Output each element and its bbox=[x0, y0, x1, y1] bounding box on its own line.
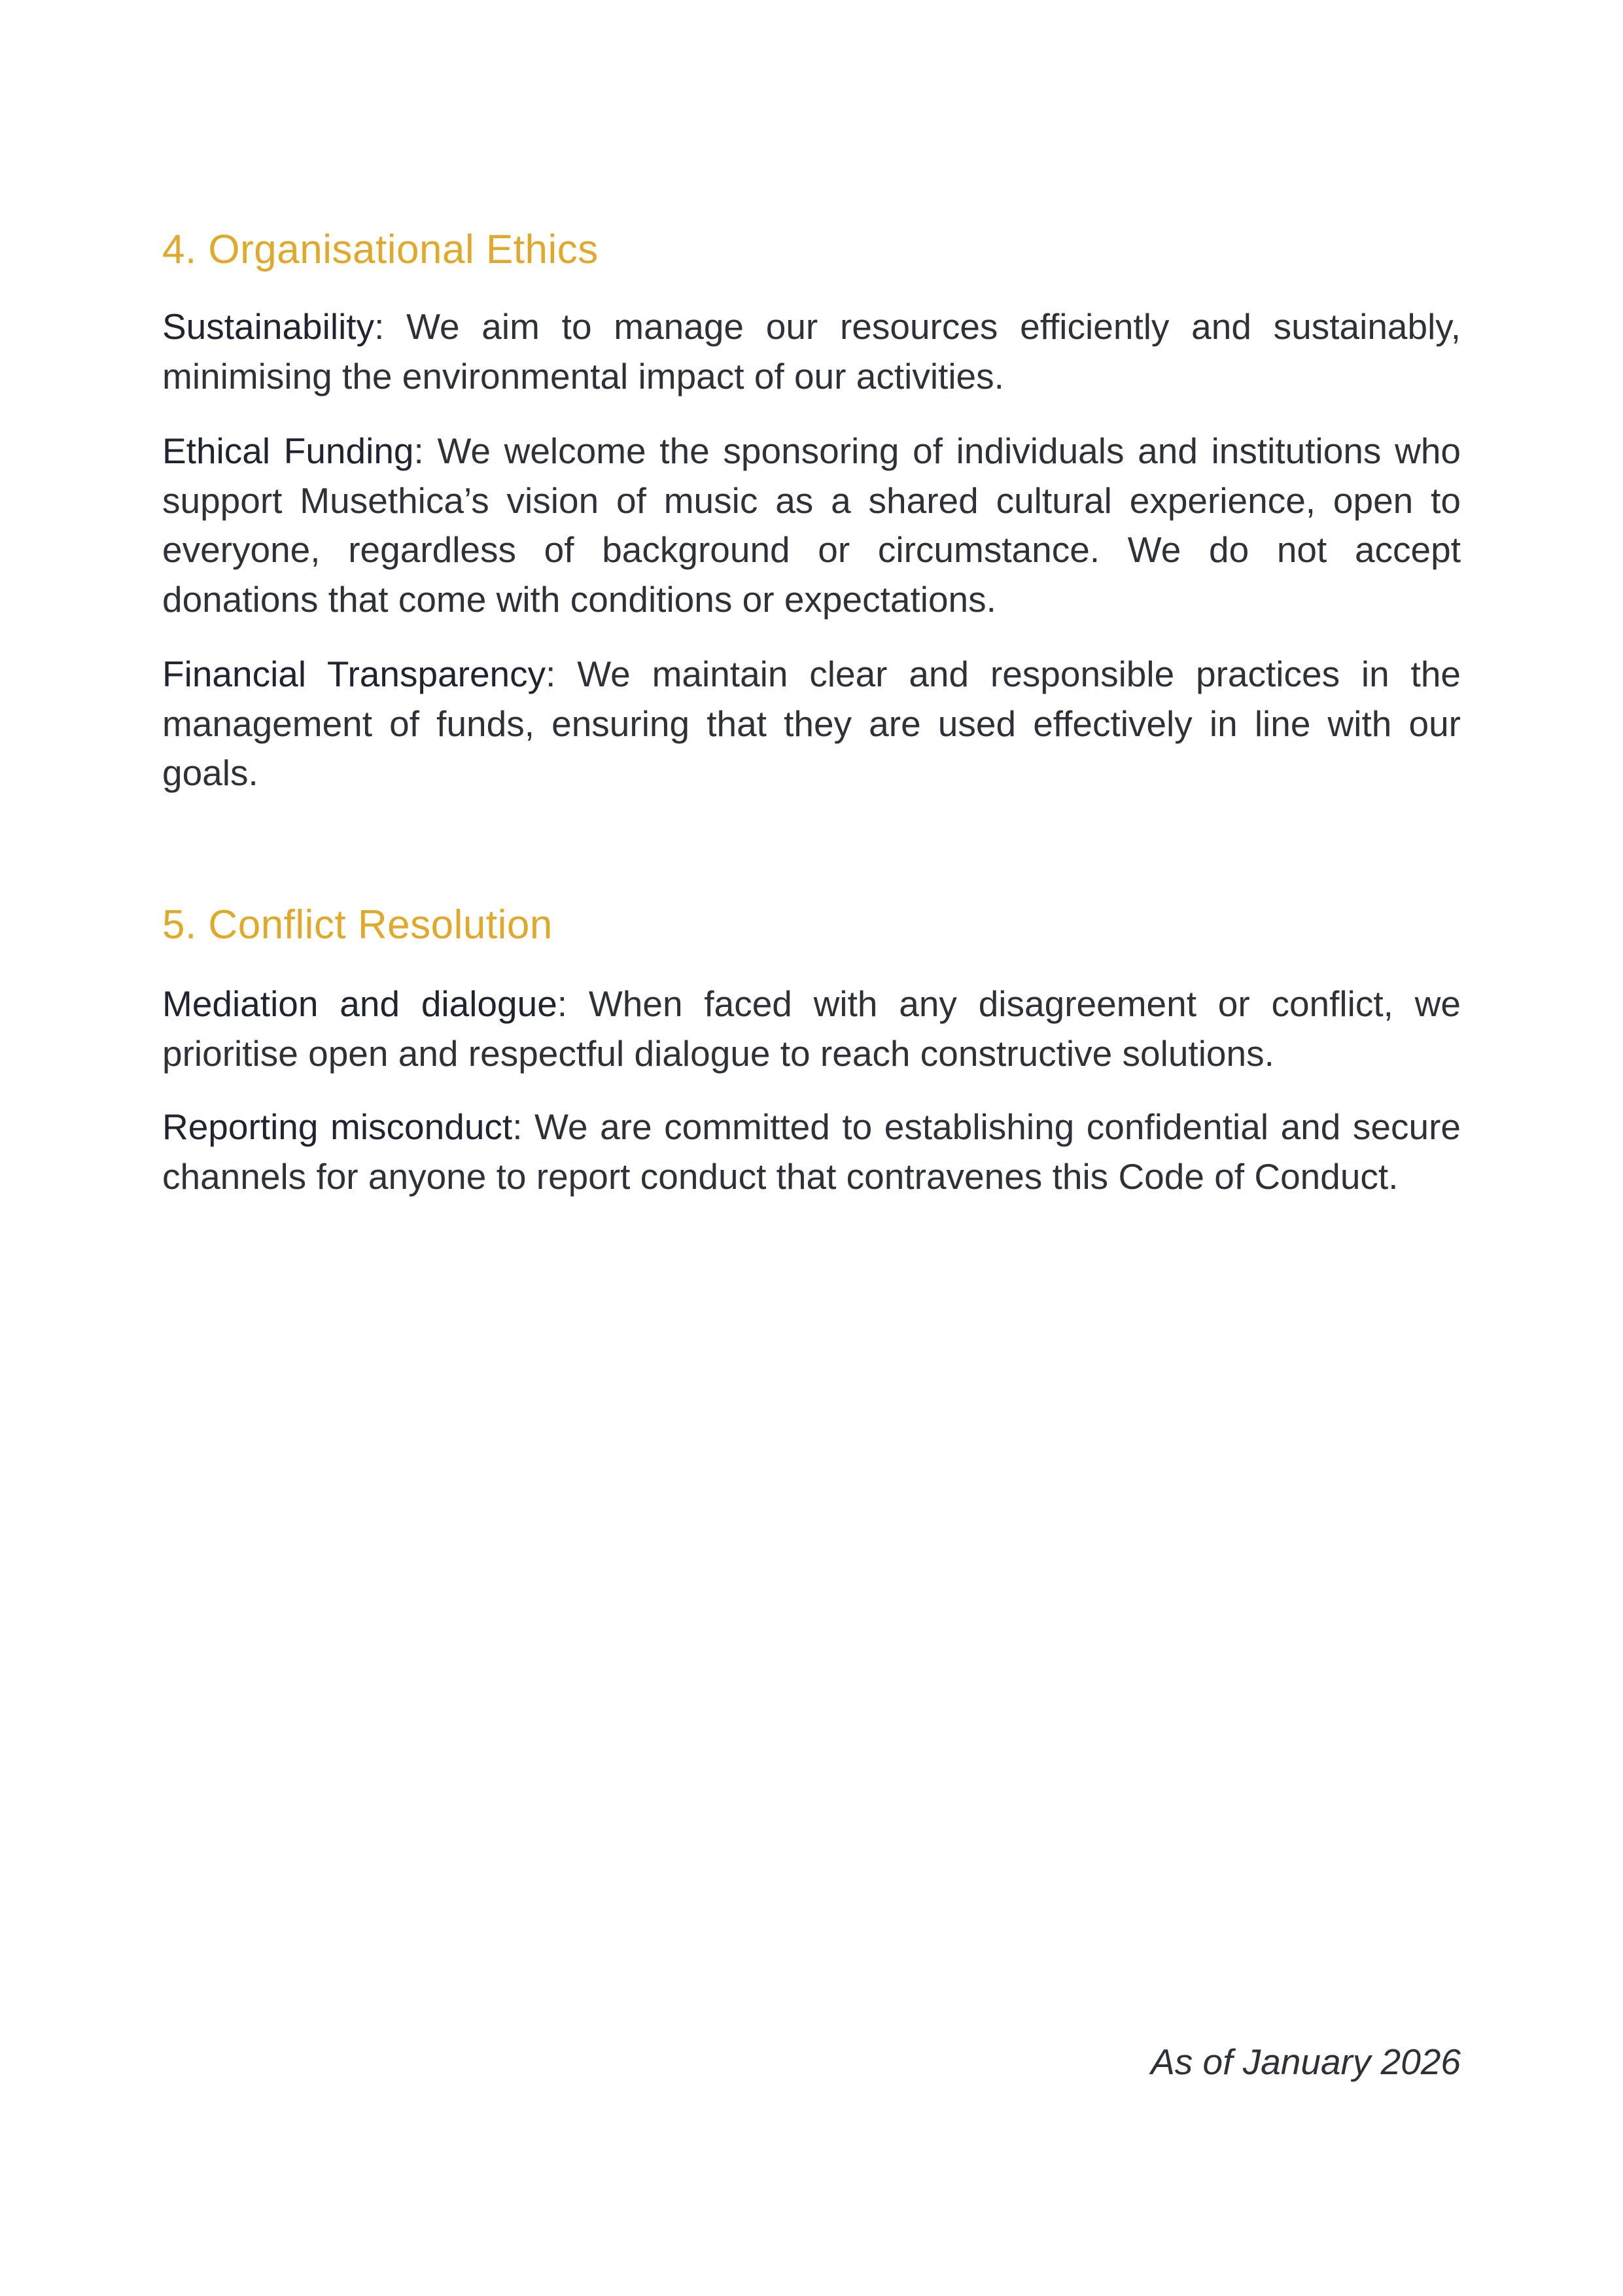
paragraph-sustainability bbox=[162, 302, 1461, 401]
paragraph-ethical-funding bbox=[162, 427, 1461, 624]
text-mediation-dialogue: : When faced with any disagreement or conflict, we prioritise open and respectful dialogue to reach constructive solutions. bbox=[162, 983, 1461, 1074]
paragraph-reporting-misconduct bbox=[162, 1103, 1461, 1201]
section-heading-conflict-resolution: 5. Conflict Resolution bbox=[162, 902, 553, 947]
text-financial-transparency: : We maintain clear and responsible practices in the management of funds, ensuring that they are used effectively in line with our goals. bbox=[162, 654, 1461, 793]
text-ethical-funding: : We welcome the sponsoring of individuals and institutions who support Musethica’s vision of music as a shared cultural experience, open to everyone, regardless of background or circumstance. We do not accept donations that come with conditions or expectations. bbox=[162, 431, 1461, 620]
paragraph-mediation-dialogue bbox=[162, 980, 1461, 1078]
paragraph-financial-transparency bbox=[162, 650, 1461, 798]
term-ethical-funding: Ethical Funding bbox=[162, 431, 414, 471]
document-page bbox=[162, 0, 1461, 2296]
term-mediation-dialogue: Mediation and dialogue bbox=[162, 983, 557, 1024]
term-reporting-misconduct: Reporting misconduct bbox=[162, 1106, 513, 1147]
text-reporting-misconduct: : We are committed to establishing confidential and secure channels for anyone to report conduct that contravenes this Code of Conduct. bbox=[162, 1106, 1461, 1197]
text-sustainability: : We aim to manage our resources efficiently and sustainably, minimising the environmental impact of our activities. bbox=[162, 306, 1461, 397]
document-date: As of January 2026 bbox=[1151, 2041, 1461, 2082]
term-financial-transparency: Financial Transparency bbox=[162, 654, 546, 694]
term-sustainability: Sustainability bbox=[162, 306, 375, 347]
section-heading-organisational-ethics: 4. Organisational Ethics bbox=[162, 227, 599, 272]
